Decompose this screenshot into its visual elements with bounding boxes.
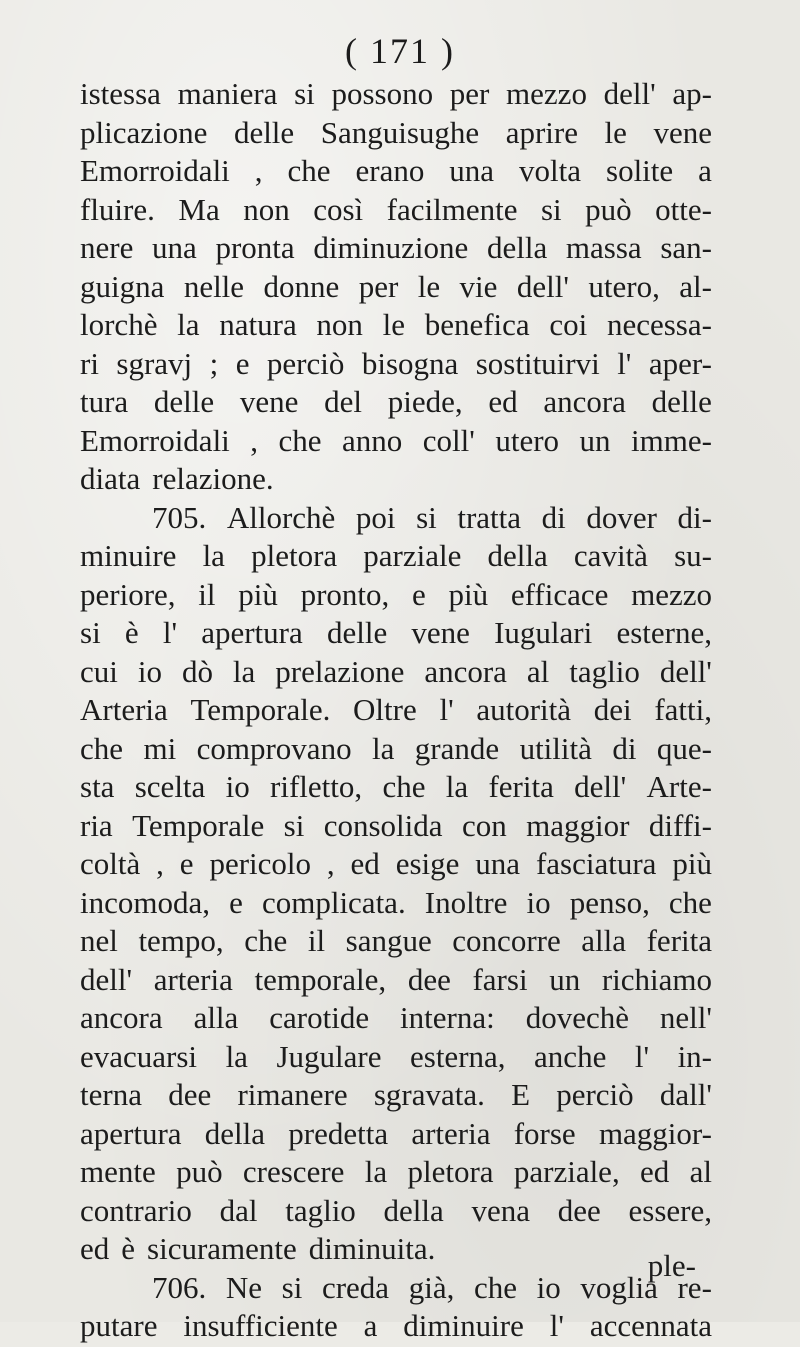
word: minuire <box>80 538 177 573</box>
word: accennata <box>589 1308 712 1343</box>
word: nere <box>80 230 134 265</box>
word: della <box>383 1192 444 1228</box>
text-line <box>80 808 712 847</box>
word: erano <box>355 153 425 188</box>
word: istessa <box>80 76 161 111</box>
word: in- <box>677 1038 712 1074</box>
text-line <box>80 1231 712 1270</box>
text-line <box>80 1154 712 1193</box>
word: dei <box>593 692 632 727</box>
word: tempo, <box>138 923 224 958</box>
word: si <box>80 615 101 650</box>
word: utero, <box>588 268 660 304</box>
word: incomoda, <box>80 884 210 920</box>
word: le <box>604 114 627 150</box>
word: , <box>254 153 263 188</box>
word: che <box>668 884 712 920</box>
page-number: ( 171 ) <box>345 31 455 71</box>
word: sgravata. <box>373 1077 485 1112</box>
word: pronta <box>215 230 295 265</box>
word: , <box>326 846 335 881</box>
word: già, <box>408 1269 455 1305</box>
text-line <box>80 769 712 808</box>
word: dò <box>181 653 213 689</box>
text-line <box>80 885 712 924</box>
word: la <box>225 1038 248 1074</box>
word: richiamo <box>601 961 712 997</box>
word: può <box>585 191 632 227</box>
word: Inoltre <box>424 884 508 920</box>
text-line <box>80 731 712 770</box>
word: dal <box>219 1192 258 1228</box>
text-line <box>80 654 712 693</box>
word: Allorchè <box>226 499 336 535</box>
word: dall' <box>659 1077 712 1112</box>
word: si <box>294 76 315 111</box>
word: più <box>672 846 712 881</box>
word: possono <box>331 76 434 111</box>
word: Oltre <box>353 692 417 727</box>
word: putare <box>80 1308 158 1343</box>
word: diminuire <box>403 1308 524 1343</box>
word: le <box>417 268 441 304</box>
text-line <box>80 153 712 192</box>
word: utilità <box>519 730 592 766</box>
word: la <box>177 307 200 342</box>
word: poi <box>355 499 396 535</box>
word: , <box>250 422 259 458</box>
word: fasciatura <box>535 846 657 881</box>
word: alla <box>581 923 627 958</box>
word: il <box>307 923 326 958</box>
word: creda <box>321 1269 390 1305</box>
text-line <box>80 384 712 423</box>
word: e <box>179 846 194 881</box>
word: relazione. <box>152 461 274 496</box>
text-line <box>80 1193 712 1232</box>
word: carotide <box>269 1000 370 1035</box>
word: diminuzione <box>313 230 469 265</box>
word: apertura <box>80 1115 182 1151</box>
word: lorchè <box>80 307 158 342</box>
word: sostituirvi <box>475 345 600 381</box>
word: della <box>204 1115 266 1151</box>
word: e <box>235 345 250 381</box>
text-line <box>80 230 712 269</box>
word: è <box>124 615 139 650</box>
word: scelta <box>134 769 206 804</box>
body-text <box>80 76 712 1347</box>
word: fluire. <box>80 191 155 227</box>
word: si <box>283 807 305 843</box>
word: vena <box>471 1192 531 1228</box>
word: Ma <box>178 191 220 227</box>
word: dell' <box>574 769 627 804</box>
word: utero <box>495 422 560 458</box>
word: anno <box>342 422 403 458</box>
word: dell' <box>603 76 656 111</box>
word: guigna <box>80 268 165 304</box>
word: prelazione <box>275 653 405 689</box>
word: al- <box>679 268 712 304</box>
text-line <box>80 923 712 962</box>
word: la <box>364 1154 388 1189</box>
text-line <box>80 692 712 731</box>
word: l' <box>162 615 178 650</box>
word: dee <box>557 1192 601 1228</box>
word: per <box>358 268 399 304</box>
word: vie <box>459 268 498 304</box>
text-line <box>80 1116 712 1155</box>
word: rimanere <box>237 1077 348 1112</box>
word: coi <box>549 307 588 342</box>
text-line <box>80 500 712 539</box>
word: piede, <box>387 384 463 419</box>
word: ed <box>640 1154 670 1189</box>
word: ancora <box>424 653 507 689</box>
word: comprovano <box>196 730 352 766</box>
word: delle <box>651 384 712 419</box>
word: volta <box>519 153 582 188</box>
word: delle <box>153 384 215 419</box>
word: Temporale. <box>190 692 331 727</box>
word: apertura <box>201 615 303 650</box>
word: più <box>238 576 278 612</box>
word: con <box>461 807 507 843</box>
catchword: ple- <box>647 1248 696 1283</box>
text-line <box>80 538 712 577</box>
word: ria <box>80 807 113 843</box>
word: Arte- <box>646 769 712 804</box>
word: aper- <box>648 345 712 381</box>
word: 706. <box>152 1269 207 1305</box>
word: periore, <box>80 576 176 612</box>
word: a <box>363 1308 378 1343</box>
word: san- <box>660 230 712 265</box>
word: natura <box>219 307 297 342</box>
word: l' <box>617 345 632 381</box>
word: che <box>473 1269 517 1305</box>
word: benefica <box>424 307 530 342</box>
word: a <box>698 153 712 188</box>
word: di <box>612 730 637 766</box>
word: pericolo <box>209 846 312 881</box>
word: predetta <box>288 1115 389 1151</box>
word: essere, <box>628 1192 712 1228</box>
word: si <box>416 499 437 535</box>
text-line <box>80 846 712 885</box>
word: della <box>486 230 548 265</box>
text-line <box>80 423 712 462</box>
word: non <box>243 191 290 227</box>
word: pronto, <box>300 576 390 612</box>
word: ed <box>80 1231 110 1266</box>
word: del <box>324 384 363 419</box>
word: maniera <box>177 76 278 111</box>
word: e <box>229 884 243 920</box>
word: grande <box>414 730 500 766</box>
word: contrario <box>80 1192 192 1228</box>
word: voglia <box>580 1269 658 1305</box>
word: taglio <box>569 653 640 689</box>
text-line <box>80 115 712 154</box>
word: cavità <box>573 538 648 573</box>
word: nell' <box>659 1000 712 1035</box>
word: dovechè <box>525 1000 629 1035</box>
word: la <box>372 730 395 766</box>
word: sangue <box>345 923 432 958</box>
word: diminuita. <box>308 1231 436 1266</box>
word: crescere <box>242 1154 345 1189</box>
word: 705. <box>152 499 207 535</box>
word: che <box>278 422 322 458</box>
word: ferita <box>488 769 554 804</box>
word: parziale, <box>513 1154 620 1189</box>
text-line <box>80 461 712 500</box>
word: che <box>382 769 426 804</box>
text-line <box>80 307 712 346</box>
word: massa <box>565 230 642 265</box>
word: ri <box>80 345 99 381</box>
text-line <box>80 615 712 654</box>
word: ed <box>350 846 380 881</box>
word: re- <box>677 1269 712 1305</box>
word: l' <box>549 1308 564 1343</box>
word: alla <box>193 1000 239 1035</box>
word: ap- <box>672 76 712 111</box>
word: plicazione <box>80 114 208 150</box>
text-line <box>80 1000 712 1039</box>
word: insufficiente <box>183 1308 338 1343</box>
word: le <box>382 307 405 342</box>
word: esterna, <box>410 1038 506 1074</box>
word: efficace <box>510 576 609 612</box>
word: , <box>156 846 164 881</box>
word: dell' <box>80 961 133 997</box>
text-line <box>80 76 712 115</box>
word: bisogna <box>361 345 459 381</box>
text-line <box>80 1039 712 1078</box>
word: rifletto, <box>270 769 363 804</box>
word: l' <box>439 692 454 727</box>
word: coltà <box>80 846 141 881</box>
word: cui <box>80 653 118 689</box>
word: E <box>511 1077 530 1112</box>
word: facilmente <box>386 191 518 227</box>
word: io <box>536 1269 561 1305</box>
word: al <box>526 653 550 689</box>
word: Arteria <box>80 692 168 727</box>
word: si <box>540 191 562 227</box>
word: sicuramente <box>147 1231 297 1266</box>
word: che <box>80 730 124 766</box>
text-line <box>80 346 712 385</box>
word: anche <box>534 1038 607 1074</box>
word: que- <box>656 730 712 766</box>
word: Iugulari <box>494 615 593 650</box>
word: parziale <box>363 538 462 573</box>
word: dell' <box>516 268 569 304</box>
word: ferita <box>646 923 712 958</box>
word: dee <box>407 961 451 997</box>
word: più <box>448 576 489 612</box>
word: per <box>449 76 490 111</box>
word: delle <box>326 615 388 650</box>
word: solite <box>606 153 674 188</box>
word: ; <box>209 345 219 381</box>
word: sta <box>80 769 115 804</box>
word: mente <box>80 1154 156 1189</box>
word: temporale, <box>254 961 387 997</box>
word: otte- <box>655 191 712 227</box>
word: concorre <box>452 923 561 958</box>
word: la <box>202 538 225 573</box>
word: nel <box>80 923 118 958</box>
word: penso, <box>569 884 650 920</box>
word: sgravj <box>116 345 193 381</box>
word: maggior- <box>598 1115 712 1151</box>
text-line <box>80 1077 712 1116</box>
word: un <box>549 961 581 997</box>
word: Temporale <box>132 807 265 843</box>
word: il <box>198 576 216 612</box>
word: maggior <box>526 807 630 843</box>
word: può <box>176 1154 223 1189</box>
word: di- <box>677 499 712 535</box>
word: una <box>475 846 521 881</box>
word: terna <box>80 1077 142 1112</box>
word: farsi <box>472 961 528 997</box>
word: mezzo <box>506 76 587 111</box>
word: io <box>526 884 551 920</box>
word: imme- <box>631 422 712 458</box>
word: coll' <box>422 422 475 458</box>
word: che <box>244 923 288 958</box>
word: diffi- <box>648 807 712 843</box>
word: donne <box>263 268 340 304</box>
word: complicata. <box>261 884 406 920</box>
word: un <box>579 422 611 458</box>
word: aprire <box>505 114 578 150</box>
word: non <box>316 307 363 342</box>
word: della <box>487 538 548 573</box>
word: diata <box>80 461 141 496</box>
word: Sanguisughe <box>320 114 480 150</box>
word: tratta <box>457 499 522 535</box>
word: consolida <box>323 807 443 843</box>
word: arteria <box>153 961 233 997</box>
word: è <box>121 1231 136 1266</box>
word: l' <box>634 1038 650 1074</box>
word: perciò <box>556 1077 634 1112</box>
text-line <box>80 1308 712 1347</box>
word: delle <box>233 114 295 150</box>
word: dee <box>168 1077 212 1112</box>
word: la <box>232 653 256 689</box>
word: Ne <box>225 1269 263 1305</box>
word: mi <box>143 730 177 766</box>
word: pletora <box>407 1154 494 1189</box>
word: vene <box>239 384 299 419</box>
word: io <box>225 769 250 804</box>
word: al <box>689 1154 712 1189</box>
word: ed <box>488 384 518 419</box>
word: tura <box>80 384 129 419</box>
word: fatti, <box>654 692 712 727</box>
word: vene <box>411 615 470 650</box>
word: la <box>445 769 469 804</box>
word: Emorroidali <box>80 153 230 188</box>
word: che <box>287 153 331 188</box>
word: così <box>313 191 364 227</box>
word: dell' <box>659 653 712 689</box>
text-line <box>80 269 712 308</box>
word: esterne, <box>616 615 712 650</box>
word: una <box>449 153 495 188</box>
text-line <box>80 962 712 1001</box>
word: e <box>412 576 426 612</box>
word: dover <box>586 499 657 535</box>
word: necessa- <box>606 307 712 342</box>
word: ancora <box>543 384 626 419</box>
word: nelle <box>183 268 245 304</box>
word: su- <box>674 538 712 573</box>
word: Jugulare <box>276 1038 382 1074</box>
word: una <box>152 230 197 265</box>
word: evacuarsi <box>80 1038 198 1074</box>
word: di <box>541 499 566 535</box>
word: io <box>137 653 162 689</box>
text-line <box>80 1270 712 1309</box>
word: vene <box>653 114 712 150</box>
word: si <box>281 1269 303 1305</box>
word: Emorroidali <box>80 422 230 458</box>
text-line <box>80 577 712 616</box>
word: autorità <box>476 692 572 727</box>
word: pletora <box>251 538 338 573</box>
word: ancora <box>80 1000 163 1035</box>
word: esige <box>395 846 460 881</box>
text-line <box>80 192 712 231</box>
word: forse <box>513 1115 576 1151</box>
word: perciò <box>266 345 345 381</box>
word: arteria <box>411 1115 491 1151</box>
word: mezzo <box>631 576 712 612</box>
word: interna: <box>400 1000 495 1035</box>
word: taglio <box>285 1192 356 1228</box>
